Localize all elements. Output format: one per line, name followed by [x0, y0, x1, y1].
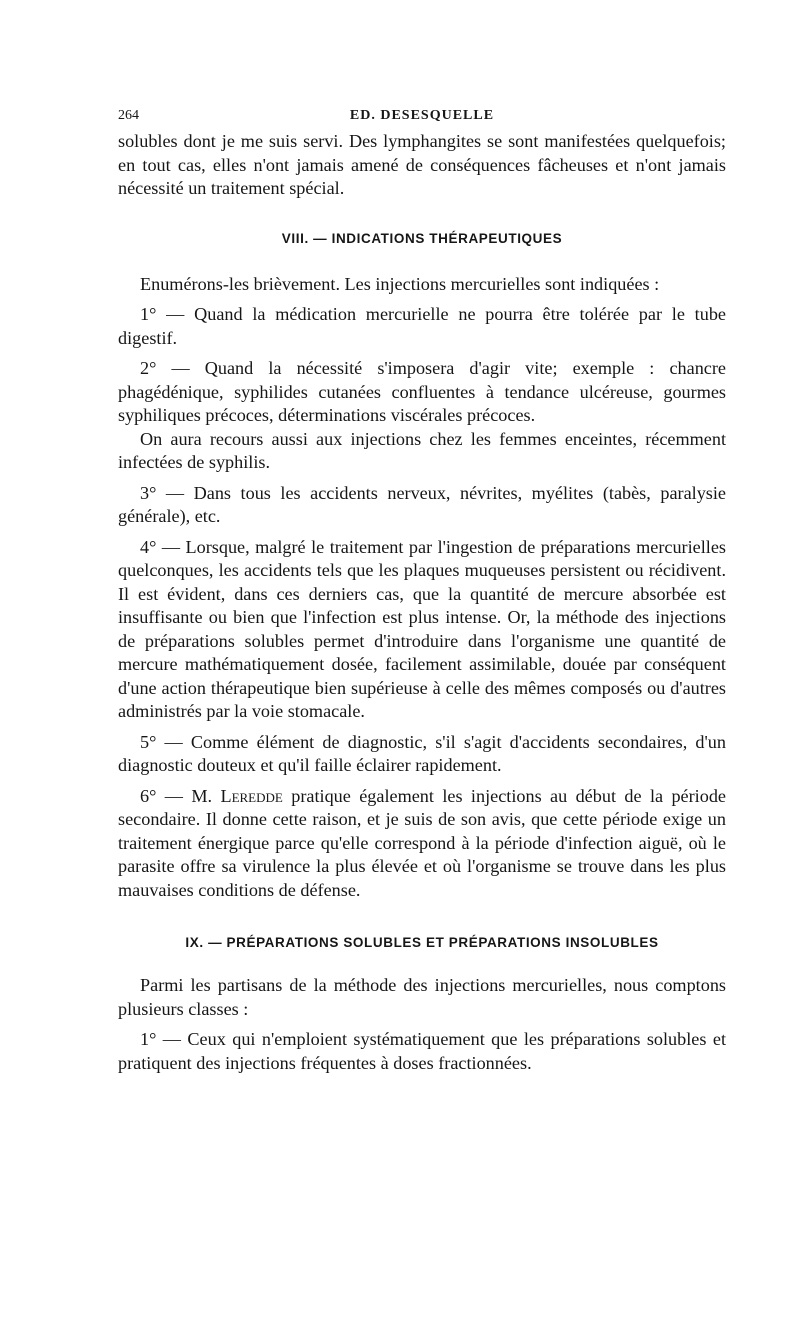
- indication-2-paragraph: 2° — Quand la nécessité s'imposera d'agir vite; exemple : chancre phagédénique, syphilides cutanées confluentes à tendance ulcéreuse, gourmes syphiliques précoces, déterminations viscérales précoces.: [118, 358, 726, 425]
- author-name-leredde: Leredde: [220, 785, 283, 806]
- running-head-author: ED. DESESQUELLE: [349, 108, 495, 123]
- indication-4-paragraph: 4° — Lorsque, malgré le traitement par l'ingestion de préparations mercurielles quelconques, les accidents tels que les plaques muqueuses persistent ou récidivent. Il est évident, dans ces derniers cas, que la quantité de mercure absorbée est insuffisante ou bien que l'infection est plus intense. Or, la méthode des injections de préparations solubles permet d'introduire dans l'organisme une quantité de mercure mathématiquement dosée, facilement assimilable, douée par conséquent d'une action thérapeutique bien supérieuse à celle des mêmes composés ou d'autres administrés par la voie stomacale.: [118, 536, 726, 721]
- book-page: [118, 102, 726, 1075]
- running-head: [118, 102, 726, 130]
- page-number: 264: [118, 108, 139, 123]
- intro-paragraph: solubles dont je me suis servi. Des lymphangites se sont manifestées quelquefois; en tout cas, elles n'ont jamais amené de conséquences fâcheuses et n'ont jamais nécessité un traitement spécial.: [118, 131, 726, 198]
- indication-2-note-paragraph: On aura recours aussi aux injections chez les femmes enceintes, récemment infectées de syphilis.: [118, 428, 726, 472]
- indication-6-text: pratique également les injections au début de la période secondaire. Il donne cette raison, et je suis de son avis, que cette période exige un traitement énergique parce qu'elle correspond à la période d'infection aiguë, où le parasite offre sa virulence la plus élevée et où l'organisme se trouve dans les plus mauvaises conditions de défense.: [118, 785, 726, 900]
- indication-1-paragraph: 1° — Quand la médication mercurielle ne pourra être tolérée par le tube digestif.: [118, 304, 726, 348]
- preparations-class-1-paragraph: 1° — Ceux qui n'emploient systématiquement que les préparations solubles et pratiquent des injections fréquentes à doses fractionnées.: [118, 1029, 726, 1073]
- indication-6-paragraph: [118, 785, 726, 903]
- section-heading-indications: VIII. — INDICATIONS THÉRAPEUTIQUES: [281, 230, 563, 246]
- indication-5-paragraph: 5° — Comme élément de diagnostic, s'il s'agit d'accidents secondaires, d'un diagnostic douteux et qu'il faille éclairer rapidement.: [118, 731, 726, 775]
- indication-6-prefix: 6° — M.: [140, 785, 221, 806]
- preparations-intro-paragraph: Parmi les partisans de la méthode des injections mercurielles, nous comptons plusieurs classes :: [118, 975, 726, 1019]
- indications-intro-paragraph: Enumérons-les brièvement. Les injections mercurielles sont indiquées :: [140, 273, 660, 294]
- section-heading-preparations: IX. — PRÉPARATIONS SOLUBLES ET PRÉPARATIONS INSOLUBLES: [185, 935, 659, 950]
- indication-3-paragraph: 3° — Dans tous les accidents nerveux, névrites, myélites (tabès, paralysie générale), etc.: [118, 482, 726, 526]
